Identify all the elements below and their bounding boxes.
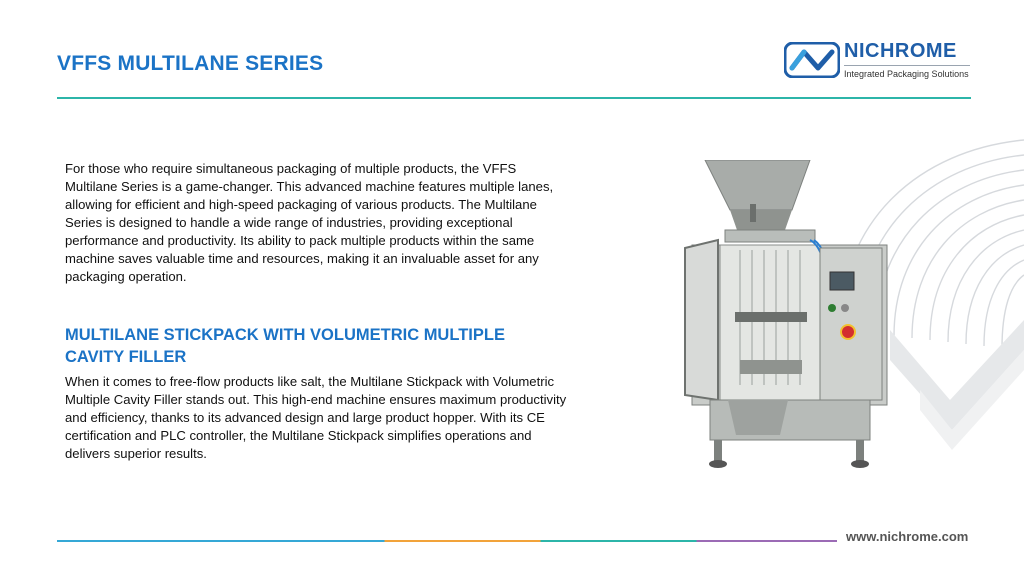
page-title: VFFS MULTILANE SERIES: [57, 52, 324, 75]
section-subheading: MULTILANE STICKPACK WITH VOLUMETRIC MULTIPLE CAVITY FILLER: [65, 326, 505, 366]
logo-divider: [844, 65, 970, 66]
detail-paragraph: When it comes to free-flow products like salt, the Multilane Stickpack with Volumetric Multiple Cavity Filler stands out. This high-end machine ensures maximum productivity and efficiency, thanks to its advanced design and large product hopper. With its CE certification and PLC controller, the Multilane Stickpack simplifies operations and delivers superior results.: [65, 374, 567, 461]
brand-logo: [784, 38, 974, 86]
website-link[interactable]: www.nichrome.com: [846, 529, 969, 544]
nichrome-logo-icon: [784, 42, 840, 78]
footer-divider: [57, 540, 837, 542]
packaging-machine-image: [680, 160, 895, 472]
logo-wordmark: NICHROME: [844, 40, 957, 62]
logo-tagline: Integrated Packaging Solutions: [844, 69, 969, 79]
header-divider: [57, 97, 971, 99]
intro-paragraph: For those who require simultaneous packaging of multiple products, the VFFS Multilane Series is a game-changer. This advanced machine features multiple lanes, allowing for efficient and high-speed packaging of various products. The Multilane Series is designed to handle a wide range of industries, providing exceptional performance and productivity. Its ability to pack multiple products within the same machine saves valuable time and resources, making it an invaluable asset for any packaging operation.: [65, 161, 554, 284]
